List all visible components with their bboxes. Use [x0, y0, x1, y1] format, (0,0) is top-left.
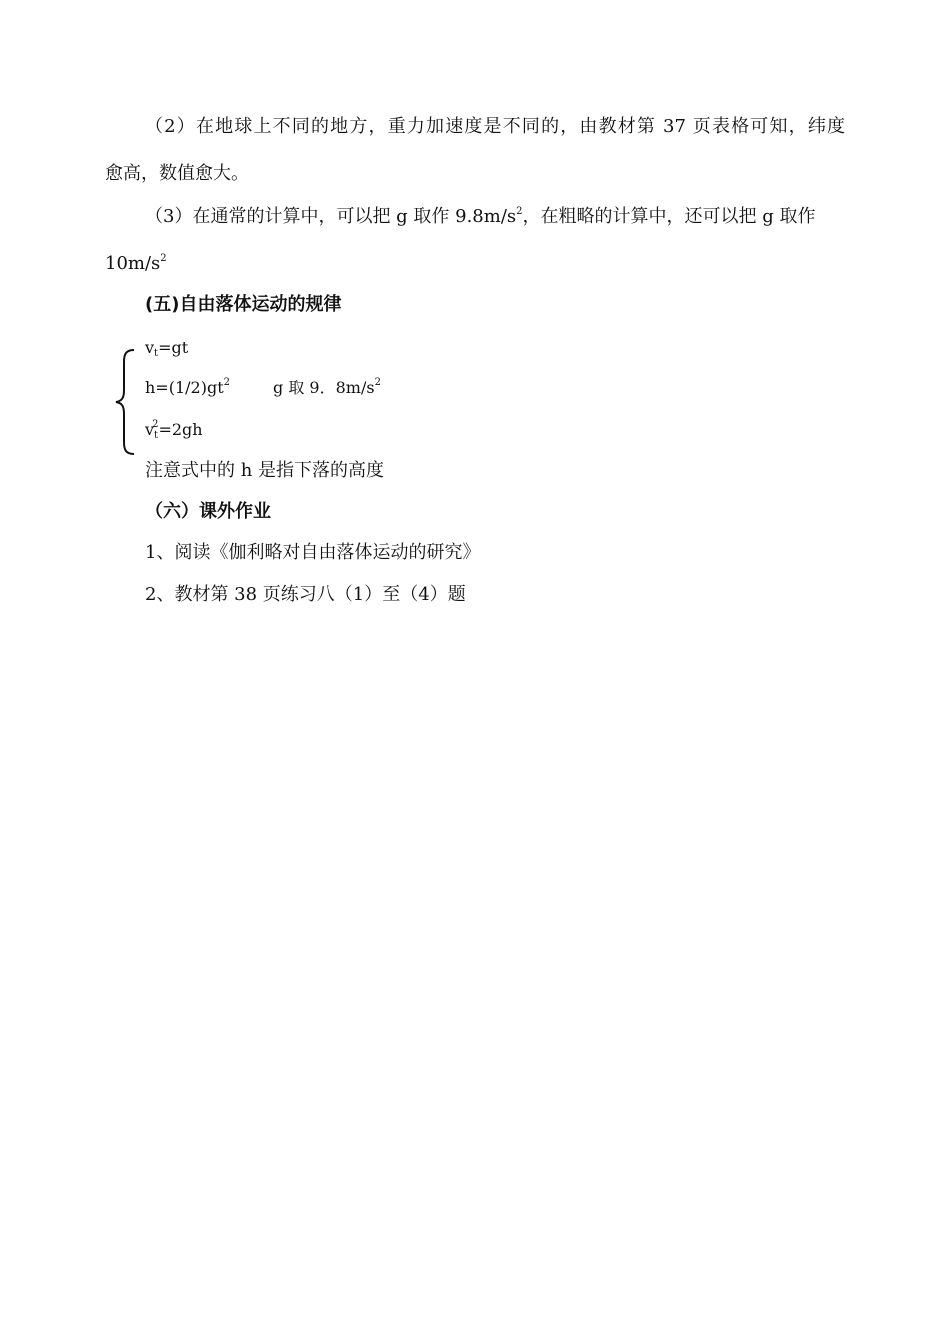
paragraph-3-line-1: （3）在通常的计算中，可以把 g 取作 $9.8m/s^2$，在粗略的计算中，还可以把 g 取作	[145, 206, 816, 227]
homework-item: 1、阅读《伽利略对自由落体运动的研究》	[145, 542, 481, 563]
paragraph-2-line-1: （2）在地球上不同的地方，重力加速度是不同的，由教材第 37 页表格可知，纬度	[145, 116, 845, 137]
formula-g-note: g 取 9．$8m/s^2$	[273, 377, 381, 397]
homework-item: 2、教材第 38 页练习八（1）至（4）题	[145, 584, 466, 605]
section-5-title: (五)自由落体运动的规律	[145, 294, 342, 315]
formula-velocity: $v_t=gt$	[145, 338, 189, 359]
formula-height: $h=(1/2)gt^2$	[145, 377, 230, 397]
section-6-title: （六）课外作业	[145, 501, 271, 522]
curly-brace-icon	[114, 348, 138, 456]
paragraph-3-line-2: $10m/s^2$	[105, 253, 167, 274]
formula-velocity-squared: $v_t^2=2gh$	[145, 419, 203, 441]
paragraph-2-line-2: 愈高，数值愈大。	[105, 163, 249, 184]
formula-note: 注意式中的 h 是指下落的高度	[145, 460, 385, 481]
